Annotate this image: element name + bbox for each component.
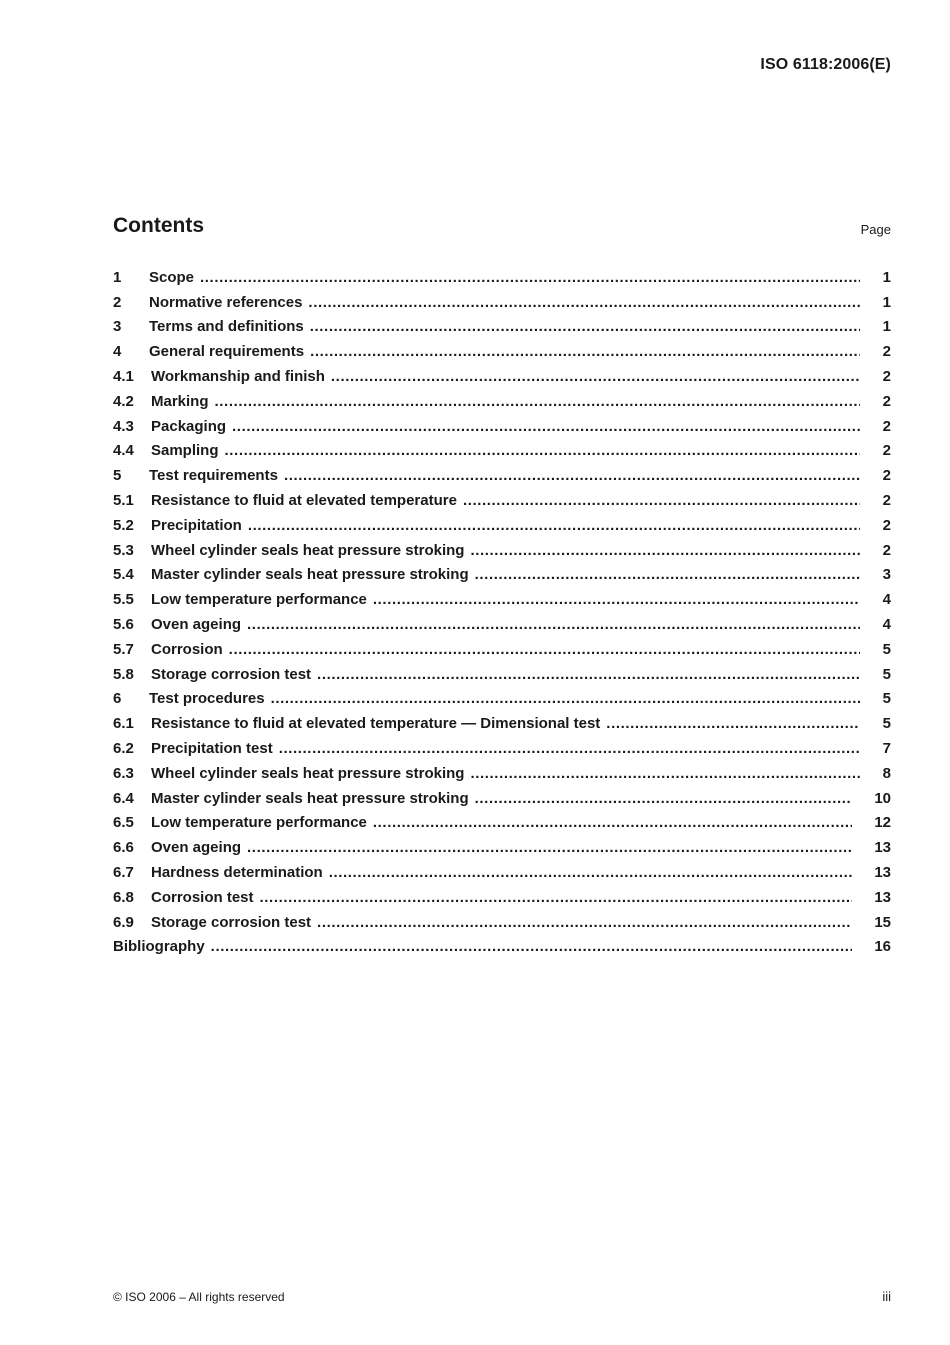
toc-entry-page: 2 [882,516,891,534]
toc-entry-page: 4 [882,591,891,609]
toc-entry-title: Workmanship and finish [151,368,325,386]
toc-entry[interactable] [113,761,891,786]
toc-entry[interactable] [113,662,891,687]
toc-entry-page: 15 [874,913,891,931]
toc-entry-title: Low temperature performance [151,814,367,832]
toc-entry-number: 5.3 [113,541,134,559]
toc-entry-title: Precipitation [151,516,242,534]
toc-entry-title: General requirements [149,343,305,361]
toc-entry-page: 5 [882,715,891,733]
toc-entry-title: Oven ageing [151,616,242,634]
toc-entry[interactable] [113,811,891,836]
toc-dot-leader [260,889,852,906]
toc-entry-number: 6.1 [113,715,134,733]
toc-entry-page: 2 [882,492,891,510]
toc-entry-page: 2 [882,368,891,386]
toc-entry-number: 2 [113,293,122,311]
toc-dot-leader [215,393,860,410]
toc-entry-number: 6.7 [113,864,134,882]
toc-entry-number: 6.6 [113,839,134,857]
toc-entry-title: Master cylinder seals heat pressure stroking [151,566,469,584]
toc-dot-leader [284,467,860,484]
toc-entry-title: Hardness determination [151,864,323,882]
toc-entry-page: 2 [882,467,891,485]
toc-dot-leader [279,740,860,757]
toc-entry-number: 4.1 [113,368,134,386]
toc-entry[interactable] [113,463,891,488]
toc-entry-title: Packaging [151,417,227,435]
toc-entry-title: Wheel cylinder seals heat pressure stroking [151,764,465,782]
toc-entry-number: 4.2 [113,392,134,410]
toc-entry[interactable] [113,538,891,563]
toc-entry-number: 1 [113,268,122,286]
toc-entry-number: 4.4 [113,442,134,460]
toc-entry-page: 3 [882,566,891,584]
toc-dot-leader [229,641,860,658]
toc-dot-leader [271,690,860,707]
toc-entry-title: Bibliography [113,938,205,956]
toc-entry-page: 1 [882,293,891,311]
toc-entry-page: 2 [882,392,891,410]
toc-entry-title: Low temperature performance [151,591,367,609]
toc-entry[interactable] [113,389,891,414]
toc-entry-page: 8 [882,764,891,782]
toc-entry[interactable] [113,860,891,885]
toc-entry-number: 6 [113,690,122,708]
toc-entry-title: Precipitation test [151,740,273,758]
toc-entry-page: 12 [874,814,891,832]
toc-entry-page: 2 [882,442,891,460]
toc-entry-page: 1 [882,318,891,336]
toc-entry-page: 4 [882,616,891,634]
toc-dot-leader [308,294,860,311]
toc-entry-page: 2 [882,417,891,435]
toc-entry-page: 5 [882,640,891,658]
toc-entry-page: 13 [874,839,891,857]
toc-entry-title: Master cylinder seals heat pressure stroking [151,789,469,807]
toc-entry[interactable] [113,637,891,662]
toc-dot-leader [331,368,860,385]
page-title: Contents [113,214,204,237]
toc-entry[interactable] [113,935,891,960]
toc-dot-leader [373,591,860,608]
toc-dot-leader [310,343,860,360]
toc-entry[interactable] [113,439,891,464]
toc-entry[interactable] [113,414,891,439]
toc-entry-title: Storage corrosion test [151,665,312,683]
copyright-notice: © ISO 2006 – All rights reserved [113,1290,285,1304]
toc-dot-leader [463,492,860,509]
toc-entry-number: 6.5 [113,814,134,832]
toc-entry-number: 5.2 [113,516,134,534]
toc-dot-leader [475,790,852,807]
toc-dot-leader [329,864,852,881]
toc-entry-number: 4 [113,343,122,361]
toc-entry-number: 6.8 [113,888,134,906]
toc-entry-title: Normative references [149,293,303,311]
toc-entry-title: Corrosion [151,640,223,658]
toc-entry[interactable] [113,339,891,364]
table-of-contents [113,265,891,959]
toc-entry[interactable] [113,835,891,860]
toc-entry-page: 2 [882,541,891,559]
toc-dot-leader [200,269,860,286]
toc-entry-number: 5.7 [113,640,134,658]
toc-entry-title: Terms and definitions [149,318,304,336]
toc-entry-title: Test procedures [149,690,265,708]
toc-entry-title: Resistance to fluid at elevated temperature [151,492,457,510]
toc-entry-title: Test requirements [149,467,278,485]
toc-entry-number: 5.8 [113,665,134,683]
page-column-label: Page [860,222,891,237]
toc-dot-leader [211,938,852,955]
toc-entry-page: 5 [882,665,891,683]
toc-entry-number: 5 [113,467,122,485]
toc-dot-leader [247,839,852,856]
toc-entry-page: 7 [882,740,891,758]
page-number: iii [882,1289,891,1304]
toc-entry-number: 6.9 [113,913,134,931]
toc-dot-leader [232,418,860,435]
toc-entry-page: 13 [874,888,891,906]
toc-entry-number: 5.5 [113,591,134,609]
toc-entry-title: Wheel cylinder seals heat pressure stroking [151,541,465,559]
toc-entry[interactable] [113,711,891,736]
toc-entry[interactable] [113,736,891,761]
toc-entry-title: Resistance to fluid at elevated temperature — Dimensional test [151,715,601,733]
toc-dot-leader [373,814,852,831]
toc-entry[interactable] [113,786,891,811]
toc-dot-leader [470,765,860,782]
toc-entry[interactable] [113,587,891,612]
toc-entry-title: Sampling [151,442,219,460]
toc-dot-leader [310,318,860,335]
toc-entry-number: 4.3 [113,417,134,435]
toc-entry-title: Corrosion test [151,888,254,906]
toc-entry[interactable] [113,910,891,935]
toc-entry-number: 6.4 [113,789,134,807]
toc-entry[interactable] [113,885,891,910]
toc-entry-title: Oven ageing [151,839,242,857]
toc-dot-leader [470,542,860,559]
toc-dot-leader [317,666,860,683]
document-id: ISO 6118:2006(E) [760,56,891,73]
toc-entry[interactable] [113,563,891,588]
toc-entry-page: 13 [874,864,891,882]
toc-entry-number: 5.6 [113,616,134,634]
toc-entry-page: 5 [882,690,891,708]
toc-entry[interactable] [113,687,891,712]
toc-dot-leader [317,914,852,931]
toc-entry[interactable] [113,612,891,637]
toc-entry-number: 5.4 [113,566,134,584]
toc-entry[interactable] [113,315,891,340]
toc-entry-number: 6.2 [113,740,134,758]
toc-dot-leader [247,616,860,633]
toc-dot-leader [606,715,860,732]
toc-entry-number: 3 [113,318,122,336]
toc-entry-number: 5.1 [113,492,134,510]
toc-entry-page: 10 [874,789,891,807]
toc-entry-number: 6.3 [113,764,134,782]
toc-entry-page: 2 [882,343,891,361]
toc-entry[interactable] [113,513,891,538]
toc-entry[interactable] [113,364,891,389]
toc-entry[interactable] [113,265,891,290]
toc-dot-leader [225,442,860,459]
toc-dot-leader [248,517,860,534]
toc-entry-title: Scope [149,268,195,286]
toc-entry-page: 16 [874,938,891,956]
toc-entry-page: 1 [882,268,891,286]
toc-entry[interactable] [113,290,891,315]
toc-dot-leader [475,566,860,583]
toc-entry[interactable] [113,488,891,513]
toc-entry-title: Marking [151,392,209,410]
toc-entry-title: Storage corrosion test [151,913,312,931]
